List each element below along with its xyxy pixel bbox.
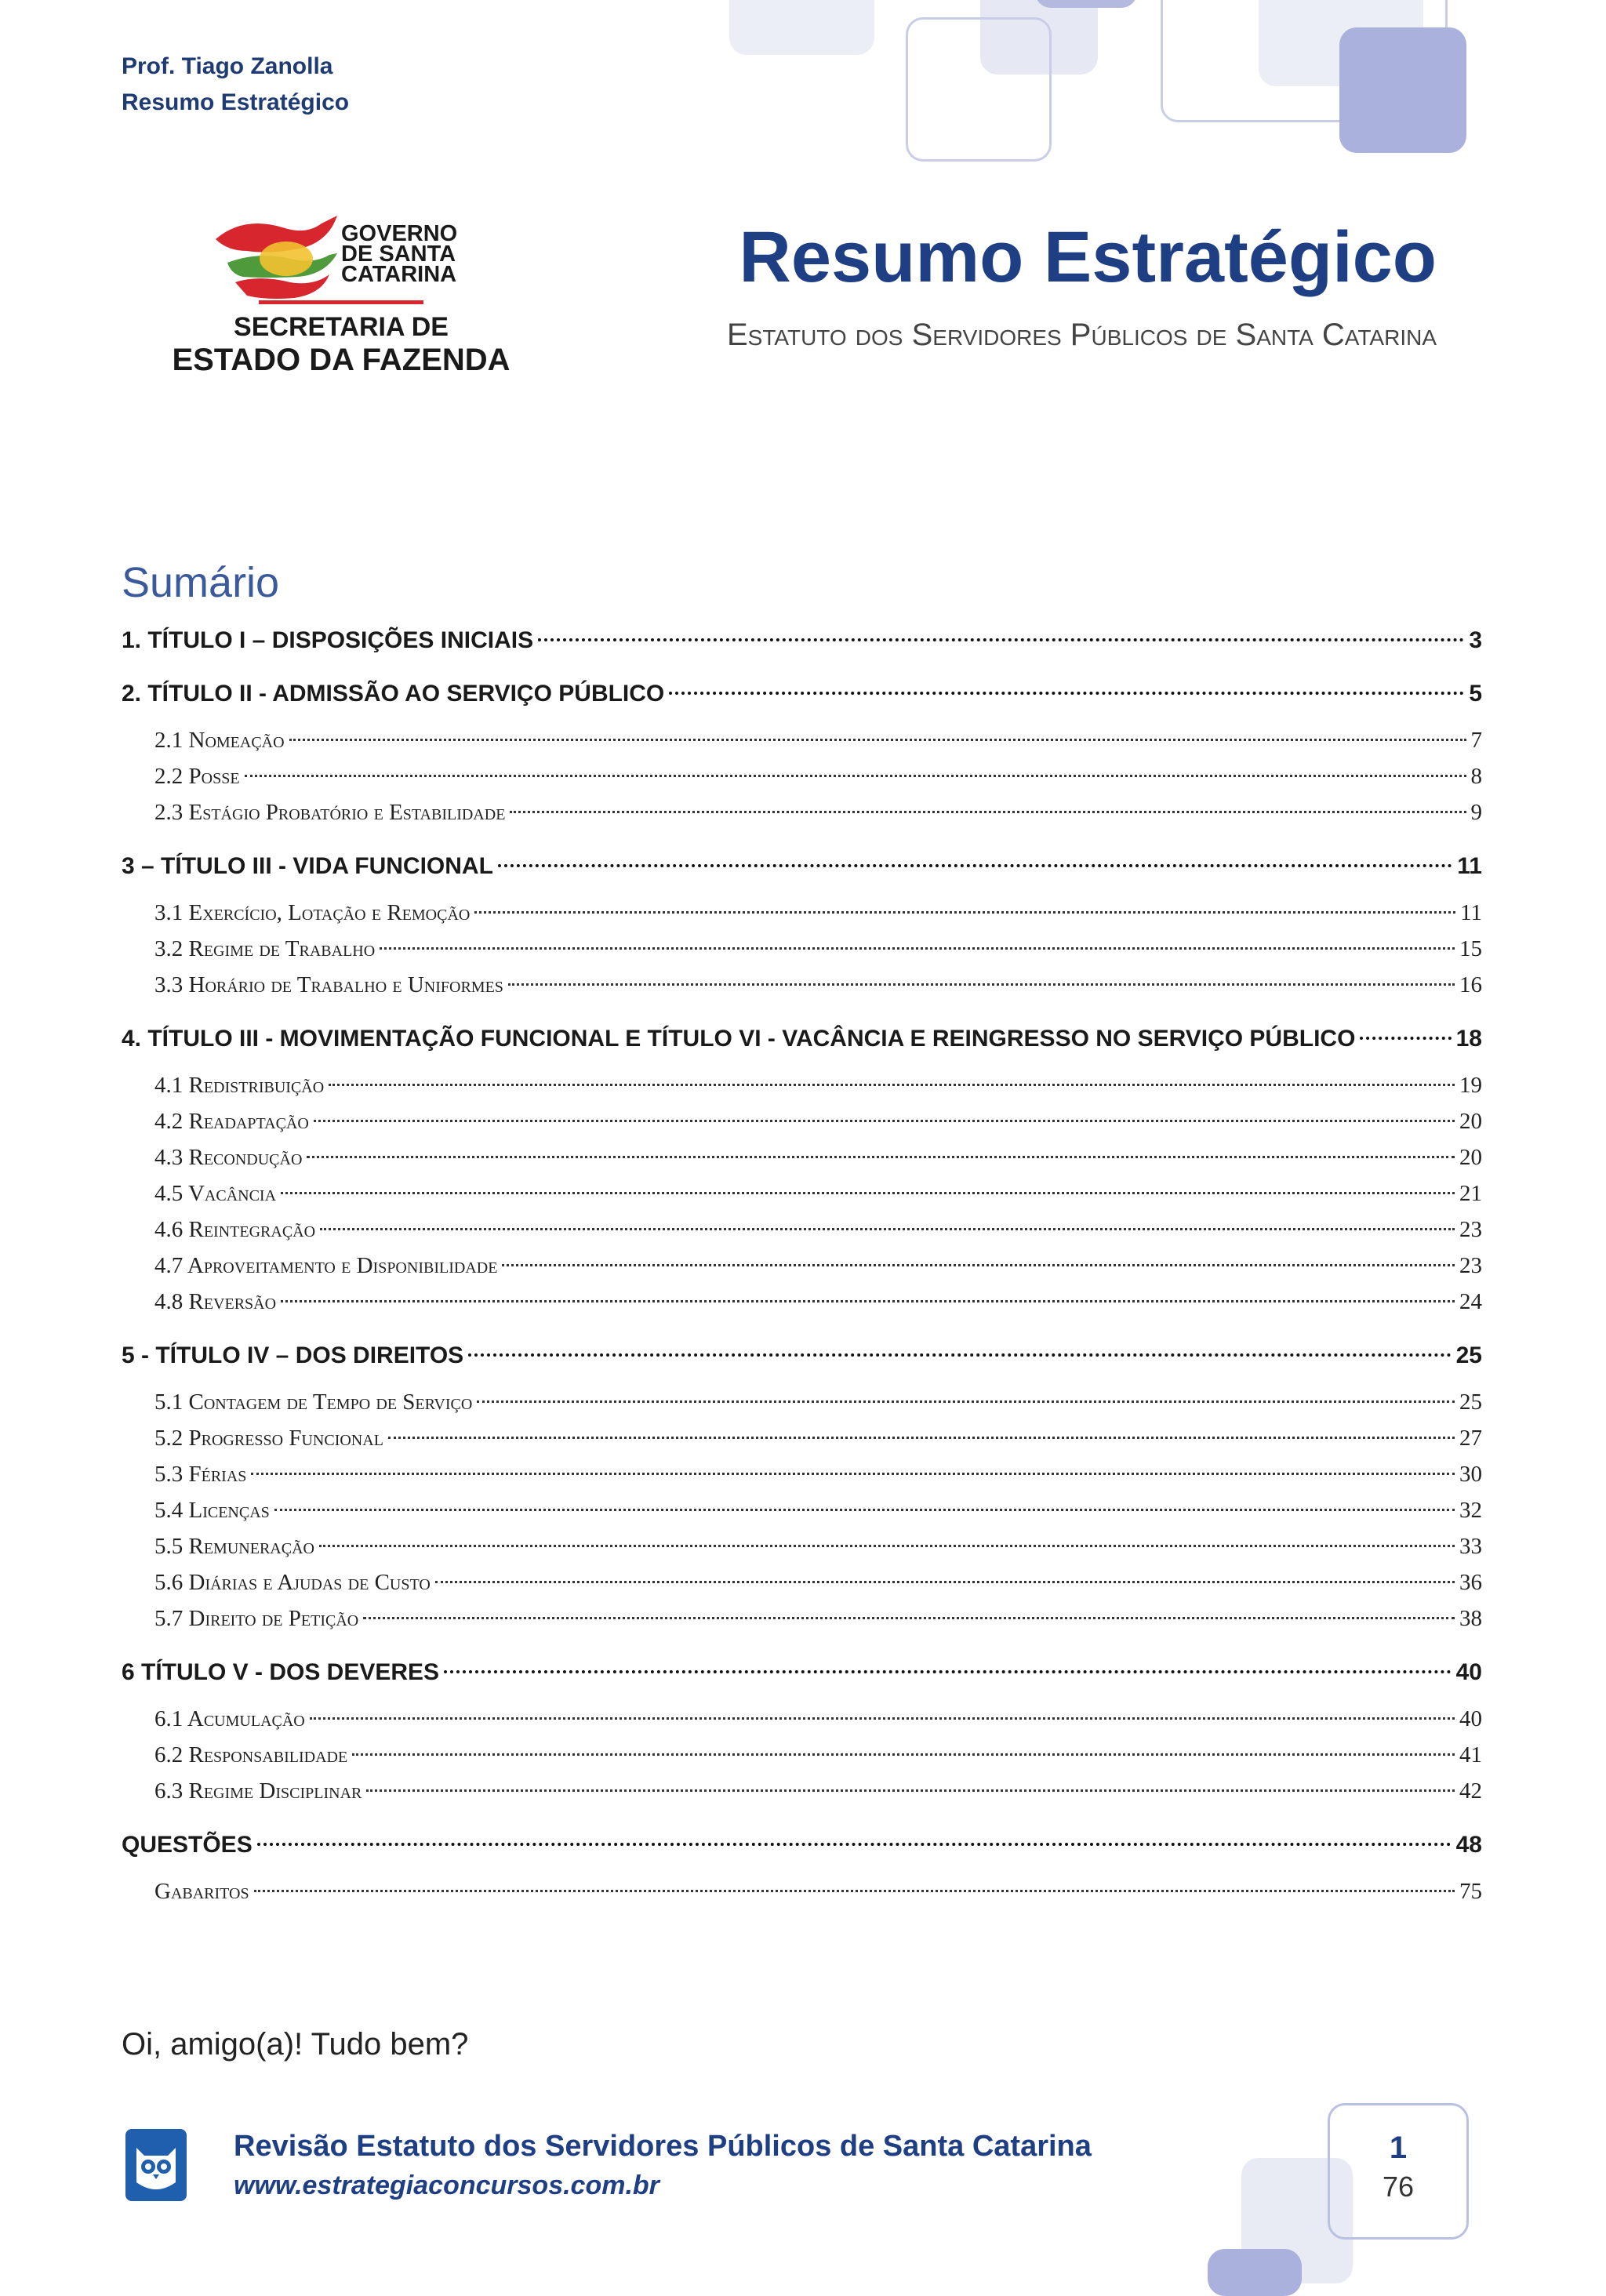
toc-entry-label: 6.2 Responsabilidade <box>154 1742 348 1767</box>
toc-entry-page: 20 <box>1459 1145 1482 1170</box>
toc-entry-label: 5.4 Licenças <box>154 1498 270 1523</box>
toc-leader-dots <box>310 1717 1455 1720</box>
toc-entry-subsection[interactable] <box>122 728 1482 764</box>
toc-entry-subsection[interactable] <box>122 972 1482 1008</box>
toc-entry-page: 36 <box>1459 1570 1482 1595</box>
toc-entry-subsection[interactable] <box>122 1073 1482 1109</box>
logo-line3: CATARINA <box>341 262 457 287</box>
toc-entry-subsection[interactable] <box>122 936 1482 972</box>
header-author: Prof. Tiago Zanolla <box>122 53 333 79</box>
toc-entry-section[interactable] <box>122 853 1482 889</box>
toc-entry-page: 24 <box>1459 1289 1482 1314</box>
toc-entry-subsection[interactable] <box>122 800 1482 836</box>
toc-entry-page: 48 <box>1455 1832 1482 1858</box>
toc-entry-page: 3 <box>1469 627 1482 653</box>
decor-square-1 <box>729 0 874 55</box>
logo-line5: ESTADO DA FAZENDA <box>172 343 511 377</box>
toc-entry-label: 4.5 Vacância <box>154 1181 277 1206</box>
decor-square-4 <box>906 17 1052 162</box>
toc-entry-subsection[interactable] <box>122 1289 1482 1325</box>
logo-line1: GOVERNO <box>341 221 458 246</box>
toc-entry-page: 9 <box>1470 800 1482 825</box>
toc-entry-label: 2. TÍTULO II - ADMISSÃO AO SERVIÇO PÚBLICO <box>122 681 665 707</box>
toc-leader-dots <box>251 1473 1455 1475</box>
toc-leader-dots <box>498 864 1452 867</box>
toc-leader-dots <box>281 1300 1455 1302</box>
table-of-contents <box>122 627 1482 1915</box>
toc-leader-dots <box>510 811 1466 813</box>
toc-entry-label: 2.2 Posse <box>154 764 240 789</box>
toc-leader-dots <box>1360 1037 1451 1040</box>
toc-entry-label: 3.1 Exercício, Lotação e Remoção <box>154 900 471 925</box>
toc-entry-page: 19 <box>1459 1073 1482 1098</box>
toc-leader-dots <box>468 1353 1451 1357</box>
toc-entry-section[interactable] <box>122 1832 1482 1868</box>
sc-flag-logo-icon <box>172 208 511 388</box>
footer-title: Revisão Estatuto dos Servidores Públicos de Santa Catarina <box>234 2130 1092 2163</box>
toc-entry-label: 5.1 Contagem de Tempo de Serviço <box>154 1390 473 1415</box>
toc-entry-label: 5.6 Diárias e Ajudas de Custo <box>154 1570 431 1595</box>
owl-logo-icon <box>125 2129 187 2201</box>
toc-leader-dots <box>435 1581 1455 1583</box>
toc-entry-label: 4.1 Redistribuição <box>154 1073 325 1098</box>
toc-entry-label: 3.3 Horário de Trabalho e Uniformes <box>154 972 503 997</box>
owl-logo-svg <box>125 2129 187 2201</box>
toc-entry-page: 32 <box>1459 1498 1482 1523</box>
toc-entry-section[interactable] <box>122 681 1482 717</box>
toc-entry-subsection[interactable] <box>122 1778 1482 1815</box>
toc-entry-subsection[interactable] <box>122 900 1482 936</box>
toc-leader-dots <box>380 947 1455 950</box>
toc-entry-label: 5.3 Férias <box>154 1462 247 1487</box>
toc-entry-subsection[interactable] <box>122 1109 1482 1145</box>
toc-entry-label: 4.2 Readaptação <box>154 1109 309 1134</box>
toc-entry-subsection[interactable] <box>122 1606 1482 1642</box>
toc-entry-page: 27 <box>1459 1426 1482 1451</box>
toc-leader-dots <box>274 1509 1455 1511</box>
toc-leader-dots <box>254 1890 1455 1892</box>
toc-entry-section[interactable] <box>122 1659 1482 1695</box>
toc-entry-label: 4.6 Reintegração <box>154 1217 316 1242</box>
toc-entry-subsection[interactable] <box>122 1426 1482 1462</box>
toc-entry-subsection[interactable] <box>122 1742 1482 1778</box>
toc-leader-dots <box>289 739 1466 741</box>
toc-leader-dots <box>474 911 1455 914</box>
toc-leader-dots <box>245 775 1466 777</box>
header-doc-label: Resumo Estratégico <box>122 89 350 115</box>
page-current: 1 <box>1389 2131 1408 2165</box>
page-header <box>122 49 349 121</box>
toc-leader-dots <box>314 1120 1455 1122</box>
toc-entry-label: 5.5 Remuneração <box>154 1534 314 1559</box>
toc-entry-page: 21 <box>1459 1181 1482 1206</box>
logo-line2: DE SANTA <box>341 242 456 267</box>
page-total: 76 <box>1382 2171 1415 2203</box>
toc-leader-dots <box>307 1156 1455 1158</box>
toc-entry-page: 42 <box>1459 1778 1482 1804</box>
toc-entry-label: Gabaritos <box>154 1879 249 1904</box>
toc-entry-label: 2.1 Nomeação <box>154 728 285 753</box>
toc-leader-dots <box>477 1400 1455 1403</box>
document-subtitle: Estatuto dos Servidores Públicos de Santa Catarina <box>727 318 1437 352</box>
toc-entry-label: 3.2 Regime de Trabalho <box>154 936 376 961</box>
toc-leader-dots <box>388 1437 1455 1439</box>
toc-entry-page: 11 <box>1457 853 1482 879</box>
decor-square-3 <box>1035 0 1137 8</box>
toc-entry-section[interactable] <box>122 1026 1482 1062</box>
logo-line4: SECRETARIA DE <box>234 312 449 342</box>
toc-entry-label: 2.3 Estágio Probatório e Estabilidade <box>154 800 506 825</box>
toc-entry-subsection[interactable] <box>122 1570 1482 1606</box>
toc-entry-subsection[interactable] <box>122 1181 1482 1217</box>
footer-url-link[interactable]: www.estrategiaconcursos.com.br <box>234 2171 659 2200</box>
toc-entry-page: 30 <box>1459 1462 1482 1487</box>
toc-entry-subsection[interactable] <box>122 1253 1482 1289</box>
toc-entry-page: 5 <box>1469 681 1482 707</box>
toc-leader-dots <box>538 638 1464 641</box>
greeting-text: Oi, amigo(a)! Tudo bem? <box>122 2027 469 2062</box>
toc-entry-page: 8 <box>1470 764 1482 789</box>
page-indicator <box>1328 2103 1469 2240</box>
toc-entry-subsection[interactable] <box>122 1534 1482 1570</box>
document-title: Resumo Estratégico <box>739 217 1437 297</box>
toc-entry-subsection[interactable] <box>122 1498 1482 1534</box>
toc-entry-section[interactable] <box>122 627 1482 663</box>
toc-leader-dots <box>444 1670 1452 1673</box>
toc-entry-page: 23 <box>1459 1217 1482 1242</box>
toc-entry-label: 6 TÍTULO V - DOS DEVERES <box>122 1659 440 1685</box>
toc-entry-page: 15 <box>1459 936 1482 961</box>
sc-flag-logo-svg <box>172 208 511 388</box>
toc-entry-page: 40 <box>1455 1659 1482 1685</box>
toc-entry-page: 38 <box>1459 1606 1482 1631</box>
toc-entry-page: 11 <box>1460 900 1482 925</box>
toc-entry-label: 4.3 Recondução <box>154 1145 303 1170</box>
toc-leader-dots <box>366 1789 1455 1792</box>
toc-entry-subsection[interactable] <box>122 1462 1482 1498</box>
toc-leader-dots <box>352 1753 1455 1756</box>
toc-entry-page: 75 <box>1459 1879 1482 1904</box>
toc-entry-subsection[interactable] <box>122 1217 1482 1253</box>
toc-entry-label: 4.8 Reversão <box>154 1289 277 1314</box>
toc-entry-label: 3 – TÍTULO III - VIDA FUNCIONAL <box>122 853 493 879</box>
toc-entry-label: 4.7 Aproveitamento e Disponibilidade <box>154 1253 498 1278</box>
toc-leader-dots <box>508 983 1455 986</box>
toc-leader-dots <box>502 1264 1455 1266</box>
toc-entry-section[interactable] <box>122 1342 1482 1379</box>
toc-entry-page: 18 <box>1455 1026 1482 1052</box>
toc-leader-dots <box>320 1228 1455 1230</box>
toc-entry-page: 41 <box>1459 1742 1482 1767</box>
toc-entry-page: 16 <box>1459 972 1482 997</box>
toc-entry-page: 33 <box>1459 1534 1482 1559</box>
toc-heading: Sumário <box>122 559 280 606</box>
footer <box>234 2127 1092 2205</box>
toc-entry-subsection[interactable] <box>122 1390 1482 1426</box>
toc-entry-subsection[interactable] <box>122 1706 1482 1742</box>
toc-entry-page: 23 <box>1459 1253 1482 1278</box>
toc-leader-dots <box>257 1843 1452 1846</box>
toc-entry-page: 7 <box>1470 728 1482 753</box>
toc-entry-label: 5.2 Progresso Funcional <box>154 1426 383 1451</box>
decor-square-7 <box>1339 27 1466 153</box>
toc-entry-page: 25 <box>1455 1342 1482 1368</box>
toc-entry-label: 4. TÍTULO III - MOVIMENTAÇÃO FUNCIONAL E TÍTULO VI - VACÂNCIA E REINGRESSO NO SERVIÇO PÚBLICO <box>122 1026 1356 1052</box>
toc-entry-label: 1. TÍTULO I – DISPOSIÇÕES INICIAIS <box>122 627 534 653</box>
toc-entry-label: 6.1 Acumulação <box>154 1706 305 1731</box>
toc-leader-dots <box>363 1617 1455 1619</box>
toc-entry-page: 20 <box>1459 1109 1482 1134</box>
toc-entry-subsection[interactable] <box>122 1879 1482 1915</box>
toc-entry-subsection[interactable] <box>122 764 1482 800</box>
toc-entry-page: 40 <box>1459 1706 1482 1731</box>
toc-leader-dots <box>329 1084 1455 1086</box>
toc-entry-label: 5.7 Direito de Petição <box>154 1606 359 1631</box>
toc-entry-label: QUESTÕES <box>122 1832 253 1858</box>
decor-square-9 <box>1208 2249 1302 2296</box>
toc-entry-label: 5 - TÍTULO IV – DOS DIREITOS <box>122 1342 464 1368</box>
toc-entry-label: 6.3 Regime Disciplinar <box>154 1778 362 1804</box>
toc-entry-page: 25 <box>1459 1390 1482 1415</box>
toc-leader-dots <box>319 1545 1455 1547</box>
toc-leader-dots <box>669 692 1464 695</box>
toc-leader-dots <box>281 1192 1455 1194</box>
toc-entry-subsection[interactable] <box>122 1145 1482 1181</box>
